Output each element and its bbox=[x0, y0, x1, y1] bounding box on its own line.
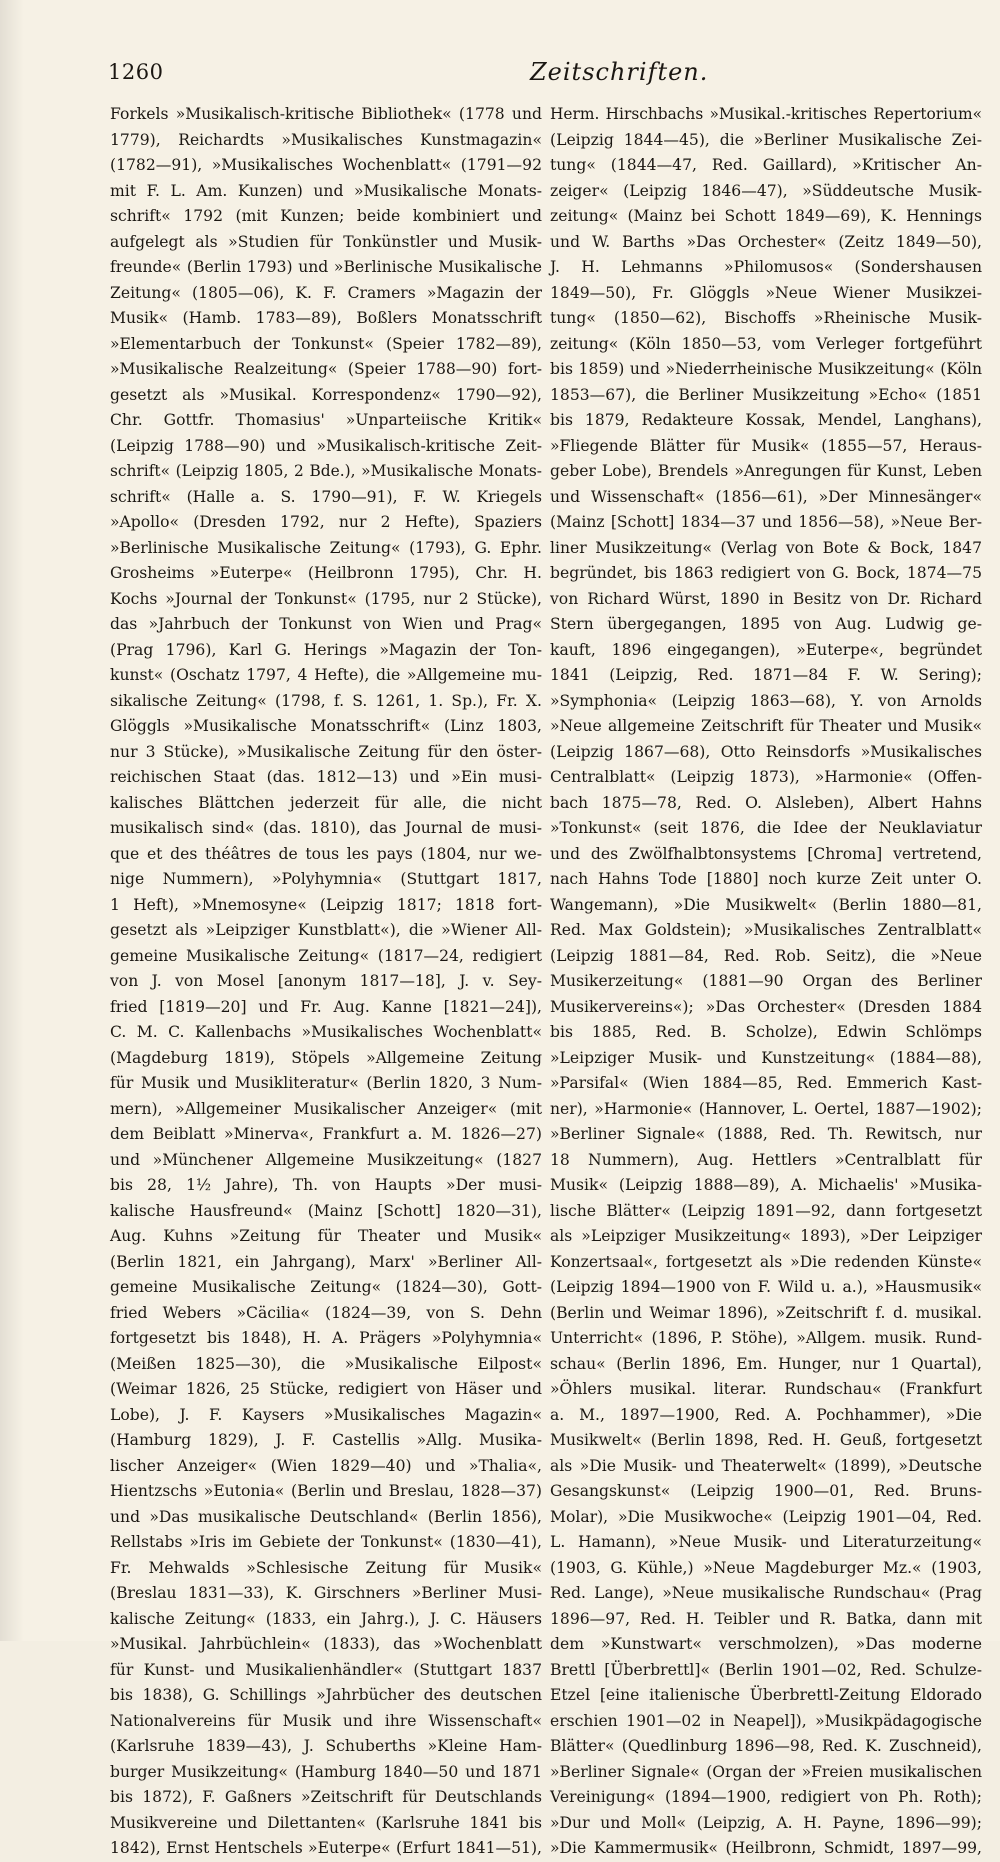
text-line: kalische Zeitung« (1833, ein Jahrg.), J. C. Häusers bbox=[110, 1609, 542, 1628]
text-line: Chr. Gottfr. Thomasius' »Unparteiische Kritik« bbox=[110, 411, 542, 429]
text-line: »Dur und Moll« (Leipzig, A. H. Payne, 1896—99); bbox=[550, 1813, 982, 1832]
text-line: erschien 1901—02 in Neapel]), »Musikpädagogische bbox=[550, 1711, 982, 1730]
text-line: Musik« (Hamb. 1783—89), Boßlers Monatsschrift bbox=[110, 309, 542, 327]
text-line: (Mainz [Schott] 1834—37 und 1856—58), »Neue Ber- bbox=[550, 513, 982, 531]
text-line: »Apollo« (Dresden 1792, nur 2 Hefte), Spaziers bbox=[110, 513, 542, 531]
text-line: lische Blätter« (Leipzig 1891—92, dann fortgesetzt bbox=[550, 1201, 982, 1220]
text-line: 1849—50), Fr. Glöggls »Neue Wiener Musikzei- bbox=[550, 283, 982, 302]
text-line: Brettl [Überbrettl]« (Berlin 1901—02, Red. Schulze- bbox=[550, 1660, 982, 1679]
text-line: (Weimar 1826, 25 Stücke, redigiert von Häser und bbox=[110, 1380, 542, 1398]
text-line: bis 28, 1½ Jahre), Th. von Haupts »Der musi- bbox=[110, 1176, 542, 1194]
text-line: und Wissenschaft« (1856—61), »Der Minnesänger« bbox=[550, 487, 982, 506]
text-line: als »Die Musik- und Theaterwelt« (1899), »Deutsche bbox=[550, 1456, 982, 1475]
text-line: que et des théâtres de tous les pays (1804, nur we- bbox=[110, 844, 542, 863]
text-line: gesetzt als »Musikal. Korrespondenz« 1790—92), bbox=[110, 385, 542, 404]
text-line: Konzertsaal«, fortgesetzt als »Die redenden Künste« bbox=[550, 1252, 982, 1271]
text-line: freunde« (Berlin 1793) und »Berlinische Musikalische bbox=[110, 258, 542, 276]
text-line: (Leipzig 1894—1900 von F. Wild u. a.), »Hausmusik« bbox=[550, 1278, 982, 1296]
text-line: a. M., 1897—1900, Red. A. Pochhammer), »Die bbox=[550, 1405, 982, 1424]
text-line: von Richard Würst, 1890 in Besitz von Dr. Richard bbox=[550, 589, 982, 608]
text-line: (Prag 1796), Karl G. Herings »Magazin der Ton- bbox=[110, 640, 542, 659]
text-line: (Meißen 1825—30), die »Musikalische Eilpost« bbox=[110, 1354, 542, 1373]
text-line: Hientzschs »Eutonia« (Berlin und Breslau, 1828—37) bbox=[110, 1482, 542, 1500]
text-line: zeitung« (Köln 1850—53, vom Verleger fortgeführt bbox=[550, 334, 982, 353]
text-line: »Leipziger Musik- und Kunstzeitung« (1884—88), bbox=[550, 1048, 982, 1067]
text-line: musikalisch sind« (das. 1810), das Journal de musi- bbox=[110, 819, 542, 837]
text-line: schau« (Berlin 1896, Em. Hunger, nur 1 Quartal), bbox=[550, 1354, 982, 1373]
text-line: (Leipzig 1844—45), die »Berliner Musikalische Zei- bbox=[550, 130, 982, 149]
text-line: (Leipzig 1867—68), Otto Reinsdorfs »Musikalisches bbox=[550, 742, 982, 761]
text-line: 1896—97, Red. H. Teibler und R. Batka, dann mit bbox=[550, 1609, 982, 1628]
text-line: »Berliner Signale« (1888, Red. Th. Rewitsch, nur bbox=[550, 1125, 982, 1143]
text-line: reichischen Staat (das. 1812—13) und »Ein musi- bbox=[110, 768, 542, 786]
text-line: L. Hamann), »Neue Musik- und Literaturzeitung« bbox=[550, 1533, 982, 1551]
text-line: und »Münchener Allgemeine Musikzeitung« (1827 bbox=[110, 1150, 542, 1169]
text-line: »Berlinische Musikalische Zeitung« (1793), G. Ephr. bbox=[110, 538, 542, 557]
text-line: Gesangskunst« (Leipzig 1900—01, Red. Bruns- bbox=[550, 1482, 982, 1500]
text-line: »Tonkunst« (seit 1876, die Idee der Neuklaviatur bbox=[550, 819, 982, 837]
text-line: das »Jahrbuch der Tonkunst von Wien und Prag« bbox=[110, 615, 542, 633]
text-line: Musikerzeitung« (1881—90 Organ des Berliner bbox=[550, 972, 982, 990]
text-line: Kochs »Journal der Tonkunst« (1795, nur 2 Stücke), bbox=[110, 589, 542, 608]
text-line: 1 Heft), »Mnemosyne« (Leipzig 1817; 1818 fort- bbox=[110, 895, 542, 914]
text-line: »Fliegende Blätter für Musik« (1855—57, Heraus- bbox=[550, 436, 982, 455]
text-line: Grosheims »Euterpe« (Heilbronn 1795), Chr. H. bbox=[110, 564, 542, 582]
text-line: (1782—91), »Musikalisches Wochenblatt« (1791—92 bbox=[110, 156, 542, 174]
text-line: tung« (1844—47, Red. Gaillard), »Kritischer An- bbox=[550, 156, 982, 174]
text-line: »Parsifal« (Wien 1884—85, Red. Emmerich Kast- bbox=[550, 1074, 982, 1092]
text-line: Stern übergegangen, 1895 von Aug. Ludwig ge- bbox=[550, 615, 982, 633]
text-line: lischer Anzeiger« (Wien 1829—40) und »Thalia«, bbox=[110, 1456, 542, 1475]
text-line: (Berlin und Weimar 1896), »Zeitschrift f. d. musikal. bbox=[550, 1303, 982, 1322]
text-line: für Musik und Musikliteratur« (Berlin 1820, 3 Num- bbox=[110, 1074, 542, 1092]
text-line: mit F. L. Am. Kunzen) und »Musikalische Monats- bbox=[110, 181, 542, 200]
text-line: Red. Lange), »Neue musikalische Rundschau« (Prag bbox=[550, 1584, 982, 1602]
text-line: (Leipzig 1788—90) und »Musikalisch-kritische Zeit- bbox=[110, 436, 542, 455]
text-line: zeiger« (Leipzig 1846—47), »Süddeutsche Musik- bbox=[550, 181, 982, 200]
text-line: Nationalvereins für Musik und ihre Wissenschaft« bbox=[110, 1711, 542, 1730]
text-line: Vereinigung« (1894—1900, redigiert von Ph. Roth); bbox=[550, 1788, 982, 1806]
text-line: (Breslau 1831—33), K. Girschners »Berliner Musi- bbox=[110, 1584, 542, 1602]
text-line: 1842), Ernst Hentschels »Euterpe« (Erfurt 1841—51), bbox=[110, 1839, 542, 1857]
text-line: bis 1879, Redakteure Kossak, Mendel, Langhans), bbox=[550, 411, 982, 429]
text-line: 1779), Reichardts »Musikalisches Kunstmagazin« bbox=[110, 130, 542, 149]
text-line: für Kunst- und Musikalienhändler« (Stuttgart 1837 bbox=[110, 1660, 542, 1679]
text-line: »Die Kammermusik« (Heilbronn, Schmidt, 1897—99, bbox=[550, 1839, 982, 1857]
text-line: Lobe), J. F. Kaysers »Musikalisches Magazin« bbox=[110, 1405, 542, 1424]
text-line: fried [1819—20] und Fr. Aug. Kanne [1821—24]), bbox=[110, 997, 542, 1016]
text-line: tung« (1850—62), Bischoffs »Rheinische Musik- bbox=[550, 309, 982, 327]
text-line: Herm. Hirschbachs »Musikal.-kritisches Repertorium« bbox=[550, 105, 982, 123]
text-line: bis 1838), G. Schillings »Jahrbücher des deutschen bbox=[110, 1686, 542, 1704]
running-head-title: Zeitschriften. bbox=[530, 58, 709, 86]
text-line: »Musikal. Jahrbüchlein« (1833), das »Wochenblatt bbox=[110, 1635, 542, 1653]
text-line: fried Webers »Cäcilia« (1824—39, von S. Dehn bbox=[110, 1303, 542, 1322]
text-line: kalisches Blättchen jederzeit für alle, die nicht bbox=[110, 793, 542, 812]
text-line: kalische Hausfreund« (Mainz [Schott] 1820—31), bbox=[110, 1201, 542, 1220]
text-line: gesetzt als »Leipziger Kunstblatt«), die »Wiener All- bbox=[110, 921, 542, 939]
text-line: Red. Max Goldstein); »Musikalisches Zentralblatt« bbox=[550, 921, 982, 939]
text-line: »Musikalische Realzeitung« (Speier 1788—90) fort- bbox=[110, 360, 542, 378]
text-line: ner), »Harmonie« (Hannover, L. Oertel, 1887—1902); bbox=[550, 1099, 982, 1118]
text-line: Etzel [eine italienische Überbrettl-Zeitung Eldorado bbox=[550, 1686, 982, 1704]
text-line: Wangemann), »Die Musikwelt« (Berlin 1880—81, bbox=[550, 895, 982, 914]
text-line: Molar), »Die Musikwoche« (Leipzig 1901—04, Red. bbox=[550, 1507, 982, 1526]
text-line: sikalische Zeitung« (1798, f. S. 1261, 1. Sp.), Fr. X. bbox=[110, 691, 542, 710]
left-text-column bbox=[110, 102, 542, 1862]
text-line: schrift« (Halle a. S. 1790—91), F. W. Kriegels bbox=[110, 487, 542, 506]
text-line: liner Musikzeitung« (Verlag von Bote & Bock, 1847 bbox=[550, 538, 982, 557]
text-line: begründet, bis 1863 redigiert von G. Bock, 1874—75 bbox=[550, 564, 982, 582]
text-line: gemeine Musikalische Zeitung« (1817—24, redigiert bbox=[110, 946, 542, 965]
text-line: und des Zwölfhalbtonsystems [Chroma] vertretend, bbox=[550, 844, 982, 863]
text-line: Blätter« (Quedlinburg 1896—98, Red. K. Zuschneid), bbox=[550, 1737, 982, 1755]
text-line: und W. Barths »Das Orchester« (Zeitz 1849—50), bbox=[550, 232, 982, 251]
text-line: dem Beiblatt »Minerva«, Frankfurt a. M. 1826—27) bbox=[110, 1125, 542, 1143]
text-line: nige Nummern), »Polyhymnia« (Stuttgart 1817, bbox=[110, 870, 542, 888]
text-line: Fr. Mehwalds »Schlesische Zeitung für Musik« bbox=[110, 1558, 542, 1577]
text-line: dem »Kunstwart« verschmolzen), »Das moderne bbox=[550, 1635, 982, 1653]
right-text-column bbox=[550, 102, 982, 1862]
text-line: burger Musikzeitung« (Hamburg 1840—50 und 1871 bbox=[110, 1762, 542, 1781]
text-line: fortgesetzt bis 1848), H. A. Prägers »Polyhymnia« bbox=[110, 1329, 542, 1347]
text-line: bis 1859) und »Niederrheinische Musikzeitung« (Köln bbox=[550, 360, 982, 378]
text-line: Glöggls »Musikalische Monatsschrift« (Linz 1803, bbox=[110, 717, 542, 735]
text-line: aufgelegt als »Studien für Tonkünstler und Musik- bbox=[110, 232, 542, 251]
text-line: Rellstabs »Iris im Gebiete der Tonkunst« (1830—41), bbox=[110, 1533, 542, 1551]
text-line: Musikvereine und Dilettanten« (Karlsruhe 1841 bis bbox=[110, 1813, 542, 1832]
text-line: (Karlsruhe 1839—43), J. Schuberths »Kleine Ham- bbox=[110, 1737, 542, 1755]
page-number: 1260 bbox=[108, 60, 164, 84]
text-line: Forkels »Musikalisch-kritische Bibliothek« (1778 und bbox=[110, 105, 542, 123]
text-line: schrift« 1792 (mit Kunzen; beide kombiniert und bbox=[110, 207, 542, 225]
text-line: nur 3 Stücke), »Musikalische Zeitung für den öster- bbox=[110, 742, 542, 761]
text-line: C. M. C. Kallenbachs »Musikalisches Wochenblatt« bbox=[110, 1023, 542, 1041]
text-line: bach 1875—78, Red. O. Alsleben), Albert Hahns bbox=[550, 793, 982, 812]
text-line: als »Leipziger Musikzeitung« 1893), »Der Leipziger bbox=[550, 1227, 982, 1245]
text-line: »Berliner Signale« (Organ der »Freien musikalischen bbox=[550, 1762, 982, 1781]
page-fold-shadow bbox=[0, 0, 24, 1641]
text-line: 18 Nummern), Aug. Hettlers »Centralblatt für bbox=[550, 1150, 982, 1169]
text-line: J. H. Lehmanns »Philomusos« (Sondershausen bbox=[550, 258, 982, 276]
text-line: zeitung« (Mainz bei Schott 1849—69), K. Hennings bbox=[550, 207, 982, 225]
text-line: 1853—67), die Berliner Musikzeitung »Echo« (1851 bbox=[550, 385, 982, 404]
text-line: »Öhlers musikal. literar. Rundschau« (Frankfurt bbox=[550, 1380, 982, 1398]
text-line: gemeine Musikalische Zeitung« (1824—30), Gott- bbox=[110, 1278, 542, 1296]
text-line: schrift« (Leipzig 1805, 2 Bde.), »Musikalische Monats- bbox=[110, 462, 542, 480]
text-line: geber Lobe), Brendels »Anregungen für Kunst, Leben bbox=[550, 462, 982, 480]
text-line: bis 1872), F. Gaßners »Zeitschrift für Deutschlands bbox=[110, 1788, 542, 1806]
text-line: von J. von Mosel [anonym 1817—18], J. v. Sey- bbox=[110, 972, 542, 990]
text-line: Aug. Kuhns »Zeitung für Theater und Musik« bbox=[110, 1227, 542, 1245]
text-line: »Neue allgemeine Zeitschrift für Theater und Musik« bbox=[550, 717, 982, 735]
text-line: (Hamburg 1829), J. F. Castellis »Allg. Musika- bbox=[110, 1431, 542, 1449]
text-line: Musikwelt« (Berlin 1898, Red. H. Geuß, fortgesetzt bbox=[550, 1431, 982, 1449]
text-line: mern), »Allgemeiner Musikalischer Anzeiger« (mit bbox=[110, 1099, 542, 1118]
text-line: Musikervereins«); »Das Orchester« (Dresden 1884 bbox=[550, 997, 982, 1016]
text-line: (Berlin 1821, ein Jahrgang), Marx' »Berliner All- bbox=[110, 1252, 542, 1271]
text-line: »Elementarbuch der Tonkunst« (Speier 1782—89), bbox=[110, 334, 542, 353]
text-line: bis 1885, Red. B. Scholze), Edwin Schlömps bbox=[550, 1023, 982, 1041]
text-line: kauft, 1896 eingegangen), »Euterpe«, begründet bbox=[550, 640, 982, 659]
text-line: Unterricht« (1896, P. Stöhe), »Allgem. musik. Rund- bbox=[550, 1329, 982, 1347]
text-line: 1841 (Leipzig, Red. 1871—84 F. W. Sering); bbox=[550, 666, 982, 684]
text-line: (Leipzig 1881—84, Red. Rob. Seitz), die »Neue bbox=[550, 946, 982, 965]
text-line: (Magdeburg 1819), Stöpels »Allgemeine Zeitung bbox=[110, 1048, 542, 1067]
text-line: (1903, G. Kühle,) »Neue Magdeburger Mz.« (1903, bbox=[550, 1558, 982, 1577]
text-line: Centralblatt« (Leipzig 1873), »Harmonie« (Offen- bbox=[550, 768, 982, 786]
text-line: kunst« (Oschatz 1797, 4 Hefte), die »Allgemeine mu- bbox=[110, 666, 542, 684]
text-line: und »Das musikalische Deutschland« (Berlin 1856), bbox=[110, 1507, 542, 1526]
text-line: nach Hahns Tode [1880] noch kurze Zeit unter O. bbox=[550, 870, 982, 888]
text-line: »Symphonia« (Leipzig 1863—68), Y. von Arnolds bbox=[550, 691, 982, 710]
text-line: Musik« (Leipzig 1888—89), A. Michaelis' »Musika- bbox=[550, 1176, 982, 1194]
text-line: Zeitung« (1805—06), K. F. Cramers »Magazin der bbox=[110, 283, 542, 302]
